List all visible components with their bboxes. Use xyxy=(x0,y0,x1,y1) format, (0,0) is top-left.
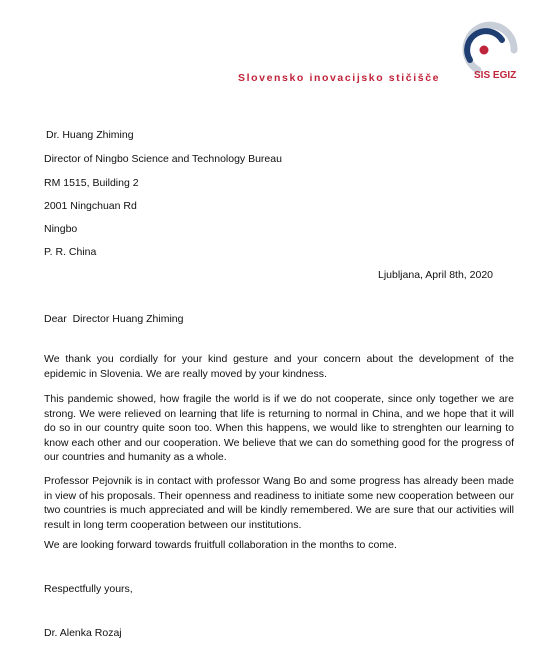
organization-name: Slovensko inovacijsko stičišče xyxy=(238,72,441,84)
recipient-title: Director of Ningbo Science and Technology Bureau xyxy=(44,153,282,165)
logo-text: SIS EGIZ xyxy=(474,70,517,81)
body-paragraph-4: We are looking forward towards fruitfull collaboration in the months to come. xyxy=(44,539,397,551)
closing: Respectfully yours, xyxy=(44,583,133,595)
recipient-name: Dr. Huang Zhiming xyxy=(46,129,134,141)
body-paragraph-3: Professor Pejovnik is in contact with professor Wang Bo and some progress has already been made in view of his proposals. Their openness and readiness to initiate some new cooperation between our two countries is much appreciated and will be kindly remembered. We are sure that our activities will result in long term cooperation between our institutions. xyxy=(44,475,514,531)
address-line-2: 2001 Ningchuan Rd xyxy=(44,200,137,212)
body-paragraph-1: We thank you cordially for your kind gesture and your concern about the development of the epidemic in Slovenia. We are really moved by your kindness. xyxy=(44,353,514,380)
signature-name: Dr. Alenka Rozaj xyxy=(44,627,122,639)
recipient-country: P. R. China xyxy=(44,246,97,258)
date-line: Ljubljana, April 8th, 2020 xyxy=(378,269,494,281)
body-paragraph-2: This pandemic showed, how fragile the world is if we do not cooperate, since only together we are strong. We were relieved on learning that life is returning to normal in China, and we hope that it will do so in our country quite soon too. When this happens, we would like to strenghten our learning to know each other and our cooperation. We believe that we can do something good for the progress of our countries and humanity as a whole. xyxy=(44,393,514,463)
salutation: Dear Director Huang Zhiming xyxy=(44,313,184,325)
recipient-city: Ningbo xyxy=(44,223,78,235)
address-line-1: RM 1515, Building 2 xyxy=(44,177,139,189)
